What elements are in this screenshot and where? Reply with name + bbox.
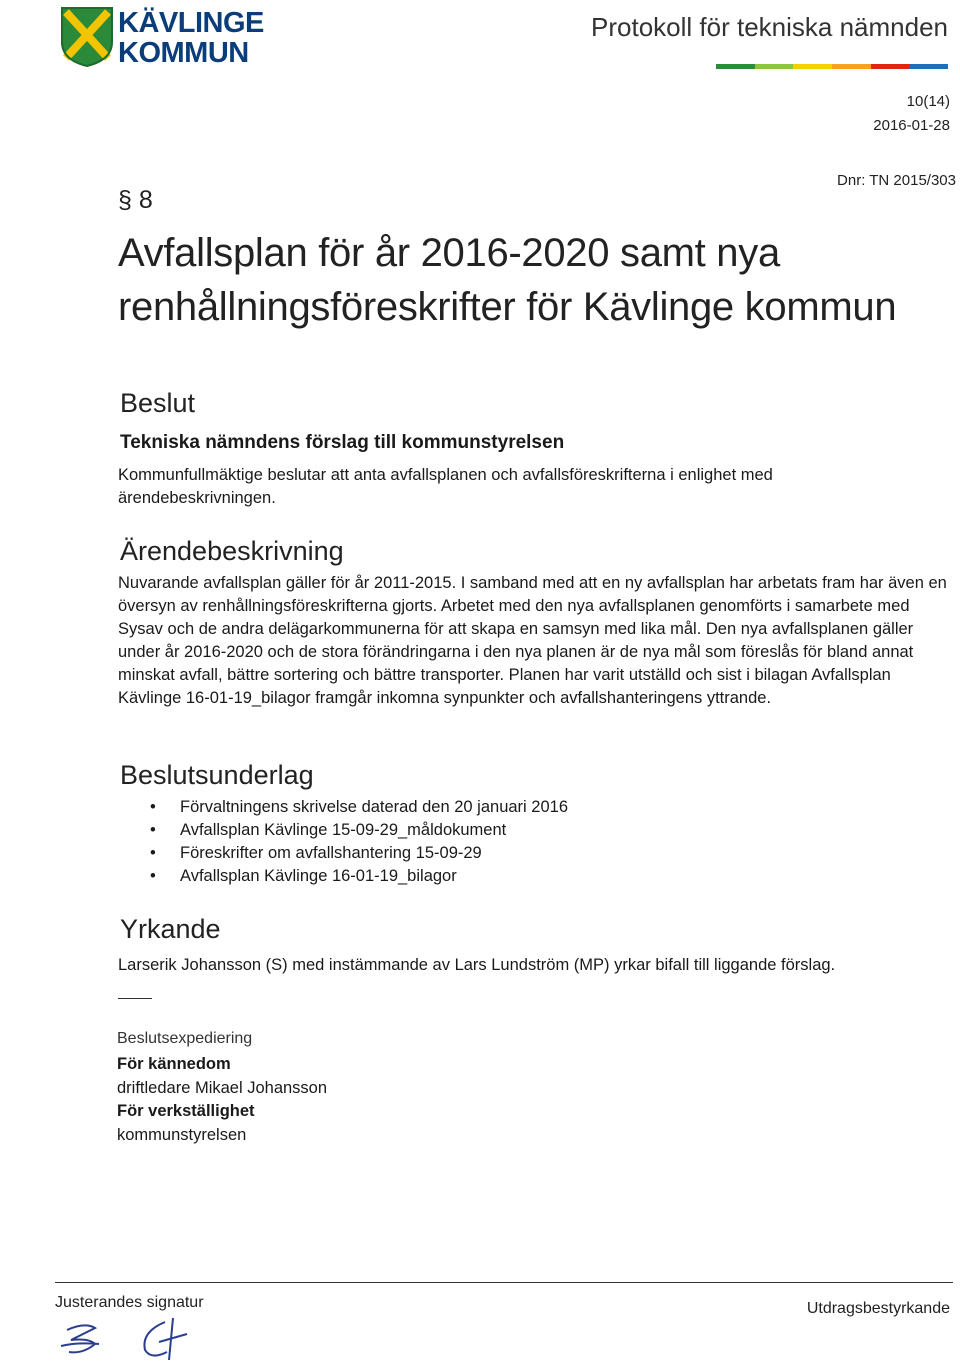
paragraph-number: § 8 [118,186,153,214]
color-bar [716,64,948,69]
list-item-text: Förvaltningens skrivelse daterad den 20 januari 2016 [180,798,568,816]
yrkande-text: Larserik Johansson (S) med instämmande av Lars Lundström (MP) yrkar bifall till liggande förslag. [118,956,836,974]
list-item [150,819,568,842]
signature-label: Justerandes signatur [55,1294,204,1311]
color-bar-segment [832,64,871,69]
logo-text-line1: KÄVLINGE [118,7,264,39]
logo-wordmark [118,8,264,68]
handwritten-signature [55,1312,215,1368]
list-item-text: Avfallsplan Kävlinge 16-01-19_bilagor [180,867,457,885]
expediering-line: För kännedom [117,1055,231,1073]
document-date: 2016-01-28 [873,117,950,134]
arendebeskrivning-text: Nuvarande avfallsplan gäller för år 2011-2015. I samband med att en ny avfallsplan har arbetats fram har även en översyn av renhållningsföreskrifterna gjorts. Arbetet med den nya avfallsplanen genomförts i samarbete med Sysav och de andra delägarkommunerna för att skapa en samsyn med lika mål. Den nya avfallsplanen gäller under år 2016-2020 och de stora förändringarna i den nya planen är de nya mål som föreslås för bland annat minskat avfall, bättre sortering och bättre transporter. Planen har varit utställd och sist i bilagan Avfallsplan Kävlinge 16-01-19_bilagor framgår inkomna synpunkter och avfallshanteringens yttrande. [118,574,947,707]
list-item [150,865,568,888]
footer-divider [55,1282,953,1283]
list-item [150,842,568,865]
bullet-icon: • [150,844,156,862]
subheading-proposal: Tekniska nämndens förslag till kommunstyrelsen [120,432,565,453]
expediering-line: kommunstyrelsen [117,1125,247,1144]
expediering-line: För verkställighet [117,1102,255,1120]
divider [118,998,152,999]
list-item [150,796,568,819]
list-item-text: Föreskrifter om avfallshantering 15-09-29 [180,844,482,862]
page-title-line1: Avfallsplan för år 2016-2020 samt nya [118,231,780,275]
bullet-icon: • [150,867,156,885]
expediering-heading: Beslutsexpediering [117,1030,253,1047]
expediering-list [117,1053,327,1147]
logo-text-line2: KOMMUN [118,37,249,69]
color-bar-segment [716,64,755,69]
expediering-line: driftledare Mikael Johansson [117,1078,328,1097]
color-bar-segment [871,64,910,69]
section-heading-beslut: Beslut [120,388,196,418]
color-bar-segment [793,64,832,69]
color-bar-segment [909,64,948,69]
section-heading-beslutsunderlag: Beslutsunderlag [120,760,314,790]
section-heading-yrkande: Yrkande [120,914,221,944]
page-number: 10(14) [906,93,950,110]
beslutsunderlag-list [150,796,568,888]
bullet-icon: • [150,798,156,816]
municipality-logo [60,6,290,70]
list-item-text: Avfallsplan Kävlinge 15-09-29_måldokument [180,821,507,839]
bullet-icon: • [150,821,156,839]
extract-label: Utdragsbestyrkande [806,1300,950,1317]
page-title [118,226,958,334]
color-bar-segment [755,64,794,69]
page-title-line2: renhållningsföreskrifter för Kävlinge kommun [118,285,897,329]
case-number: Dnr: TN 2015/303 [837,172,956,189]
section-heading-arendebeskrivning: Ärendebeskrivning [120,536,344,566]
document-type: Protokoll för tekniska nämnden [591,12,948,42]
coat-of-arms-icon [60,6,114,68]
beslut-text: Kommunfullmäktige beslutar att anta avfallsplanen och avfallsföreskrifterna i enlighet med ärendebeskrivningen. [118,466,773,507]
